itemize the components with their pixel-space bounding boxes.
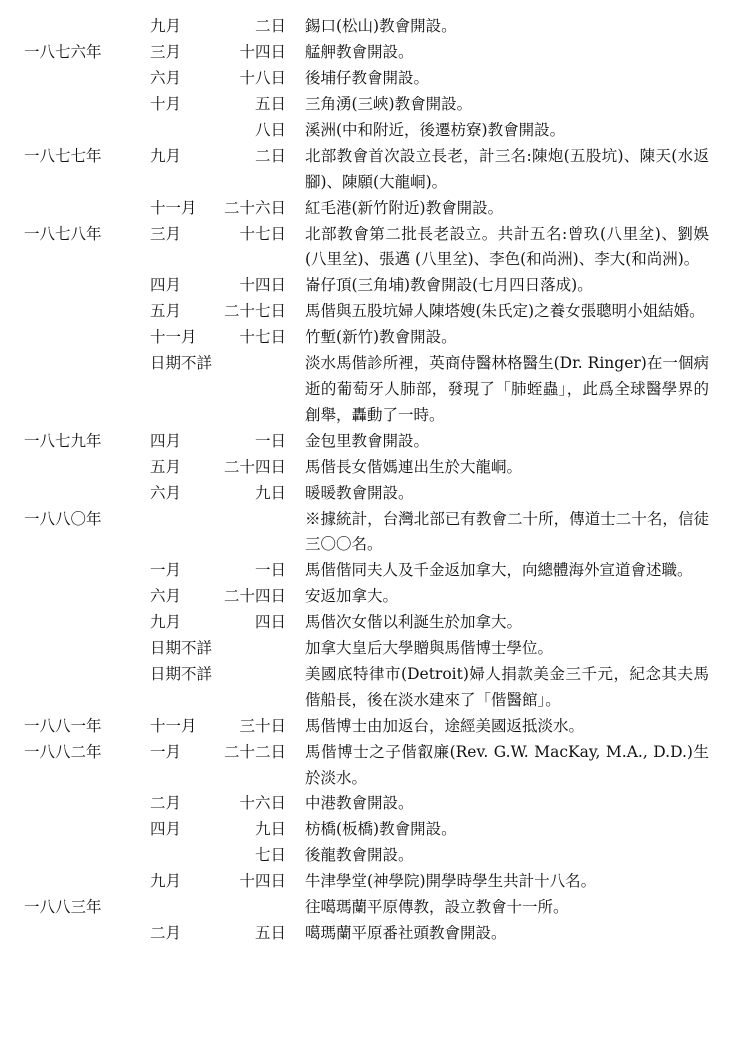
chronology-entry: [0, 507, 732, 559]
entry-event: 馬偕偕同夫人及千金返加拿大，向總體海外宣道會述職。: [305, 561, 693, 580]
chronology-entry: [0, 429, 732, 455]
chronology-entry: [0, 455, 732, 481]
entry-day: 四日: [254, 613, 286, 632]
entry-month: 六月: [150, 483, 182, 502]
entry-event: 金包里教會開設。: [305, 431, 430, 450]
entry-event: 北部教會首次設立長老，計三名:陳炮(五股坑)、陳天(水返腳)、陳願(大龍峒)。: [305, 147, 709, 191]
chronology-entry: [0, 740, 732, 792]
entry-event: 馬偕博士由加返台，途經美國返抵淡水。: [305, 716, 585, 735]
entry-month: 十月: [150, 95, 182, 113]
entry-month: 二月: [150, 924, 182, 943]
chronology-entry: [0, 921, 732, 947]
entry-event: 往噶瑪蘭平原傳教，設立教會十一所。: [305, 898, 569, 917]
entry-month: 六月: [150, 587, 182, 606]
chronology-entry: [0, 40, 732, 66]
entry-year: 一八七六年: [24, 43, 102, 61]
entry-day: 九日: [254, 483, 286, 502]
entry-day: 二日: [254, 17, 286, 35]
entry-month: 一月: [150, 742, 182, 761]
entry-event: 後龍教會開設。: [305, 846, 414, 865]
chronology-table: [0, 14, 732, 947]
chronology-entry: [0, 584, 732, 610]
entry-day: 五日: [254, 924, 286, 943]
entry-event: 崙仔頂(三角埔)教會開設(七月四日落成)。: [305, 276, 593, 295]
entry-day: 二十四日: [223, 457, 286, 476]
entry-day: 一日: [254, 561, 286, 580]
entry-month: 九月: [150, 147, 182, 165]
entry-event: 馬偕次女偕以利誕生於加拿大。: [305, 613, 523, 632]
entry-month: 九月: [150, 613, 182, 632]
entry-event: 竹塹(新竹)教會開設。: [305, 328, 457, 347]
entry-day: 九日: [254, 820, 286, 839]
entry-event: 北部教會第二批長老設立。共計五名:曾玖(八里坌)、劉娛(八里坌)、張邁 (八里坌)、李色(和尚洲)、李大(和尚洲)。: [305, 224, 709, 269]
entry-day: 十四日: [239, 276, 286, 295]
chronology-entry: [0, 558, 732, 584]
chronology-entry: [0, 351, 732, 428]
chronology-entry: [0, 273, 732, 299]
entry-event: 中港教會開設。: [305, 794, 414, 813]
entry-day: 一日: [254, 431, 286, 450]
chronology-page: [0, 14, 732, 947]
chronology-entry: [0, 14, 732, 40]
entry-month: 十一月: [150, 328, 197, 347]
chronology-entry: [0, 791, 732, 817]
chronology-entry: [0, 481, 732, 507]
entry-day: 二十二日: [223, 742, 286, 761]
entry-event: 加拿大皇后大學贈與馬偕博士學位。: [305, 639, 554, 658]
entry-day: 十四日: [239, 43, 286, 61]
chronology-entry: [0, 144, 732, 196]
entry-event: 枋橋(板橋)教會開設。: [305, 820, 457, 839]
entry-event: ※據統計，台灣北部已有教會二十所，傳道士二十名，信徒三〇〇名。: [305, 509, 709, 554]
entry-year: 一八八一年: [24, 716, 102, 735]
entry-year: 一八七八年: [24, 224, 102, 243]
chronology-entry: [0, 714, 732, 740]
entry-event: 美國底特律市(Detroit)婦人捐款美金三千元，紀念其夫馬偕船長，後在淡水建來了「偕醫館」。: [305, 665, 709, 709]
entry-month: 九月: [150, 17, 182, 35]
entry-event: 艋舺教會開設。: [305, 43, 414, 61]
chronology-entry: [0, 895, 732, 921]
entry-month: 日期不詳: [150, 354, 213, 373]
entry-month: 三月: [150, 43, 182, 61]
entry-event: 馬偕博士之子偕叡廉(Rev. G.W. MacKay, M.A., D.D.)生於淡水。: [305, 742, 709, 787]
entry-day: 十八日: [239, 69, 286, 87]
entry-month: 日期不詳: [150, 665, 213, 684]
entry-event: 安返加拿大。: [305, 587, 399, 606]
entry-day: 十六日: [239, 794, 286, 813]
chronology-entry: [0, 817, 732, 843]
chronology-entry: [0, 196, 732, 222]
chronology-entry: [0, 325, 732, 351]
entry-month: 四月: [150, 431, 182, 450]
chronology-entry: [0, 662, 732, 714]
chronology-entry: [0, 636, 732, 662]
entry-month: 五月: [150, 457, 182, 476]
entry-day: 十七日: [239, 224, 286, 243]
entry-month: 九月: [150, 872, 182, 891]
entry-event: 淡水馬偕診所裡，英商侍醫林格醫生(Dr. Ringer)在一個病逝的葡萄牙人肺部，發現了「肺蛭蟲」，此爲全球醫學界的創舉，轟動了一時。: [305, 354, 709, 424]
entry-event: 三角湧(三峽)教會開設。: [305, 95, 473, 113]
entry-month: 六月: [150, 69, 182, 87]
entry-year: 一八七七年: [24, 147, 102, 165]
entry-year: 一八八二年: [24, 742, 102, 761]
entry-day: 二日: [254, 147, 286, 165]
chronology-entry: [0, 66, 732, 92]
entry-day: 二十六日: [223, 198, 286, 217]
entry-event: 錫口(松山)教會開設。: [305, 17, 457, 35]
chronology-entry: [0, 118, 732, 144]
entry-day: 三十日: [239, 716, 286, 735]
entry-day: 二十四日: [223, 587, 286, 606]
entry-event: 紅毛港(新竹附近)教會開設。: [305, 198, 504, 217]
entry-event: 馬偕與五股坑婦人陳塔嫂(朱氏定)之養女張聰明小姐結婚。: [305, 302, 705, 321]
chronology-entry: [0, 299, 732, 325]
entry-year: 一八八〇年: [24, 509, 102, 528]
entry-day: 二十七日: [223, 302, 286, 321]
entry-month: 一月: [150, 561, 182, 580]
entry-day: 七日: [254, 846, 286, 865]
chronology-entry: [0, 843, 732, 869]
chronology-entry: [0, 869, 732, 895]
entry-month: 五月: [150, 302, 182, 321]
entry-month: 日期不詳: [150, 639, 213, 658]
entry-month: 四月: [150, 820, 182, 839]
entry-month: 三月: [150, 224, 182, 243]
entry-day: 八日: [254, 121, 286, 139]
chronology-entry: [0, 92, 732, 118]
entry-event: 噶瑪蘭平原番社頭教會開設。: [305, 924, 507, 943]
entry-day: 五日: [254, 95, 286, 113]
entry-month: 十一月: [150, 198, 197, 217]
entry-event: 溪洲(中和附近，後遷枋寮)教會開設。: [305, 121, 566, 139]
entry-month: 四月: [150, 276, 182, 295]
entry-event: 牛津學堂(神學院)開學時學生共計十八名。: [305, 872, 597, 891]
entry-event: 暖暖教會開設。: [305, 483, 414, 502]
entry-day: 十四日: [239, 872, 286, 891]
chronology-entry: [0, 610, 732, 636]
entry-event: 後埔仔教會開設。: [305, 69, 430, 87]
entry-day: 十七日: [239, 328, 286, 347]
entry-month: 十一月: [150, 716, 197, 735]
entry-event: 馬偕長女偕媽連出生於大龍峒。: [305, 457, 523, 476]
chronology-entry: [0, 222, 732, 274]
entry-year: 一八八三年: [24, 898, 102, 917]
entry-month: 二月: [150, 794, 182, 813]
entry-year: 一八七九年: [24, 431, 102, 450]
